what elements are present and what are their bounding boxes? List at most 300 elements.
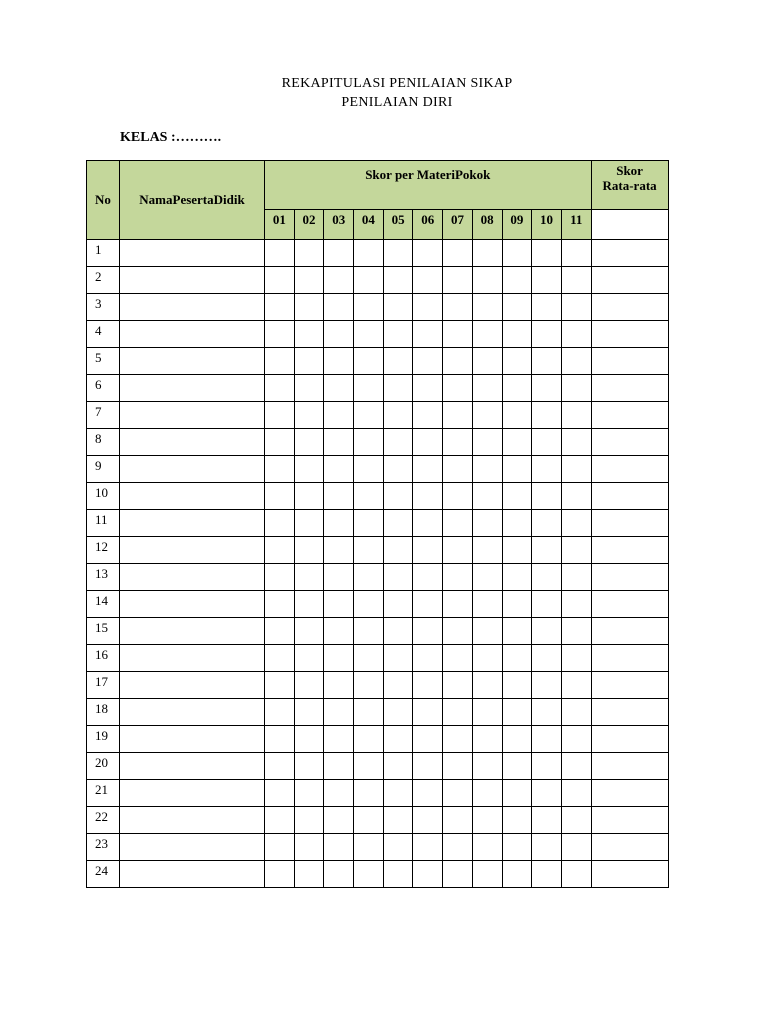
score-cell[interactable] [413, 780, 443, 807]
score-cell[interactable] [532, 402, 562, 429]
score-cell[interactable] [413, 402, 443, 429]
score-cell[interactable] [324, 861, 354, 888]
score-cell[interactable] [561, 780, 591, 807]
average-score-cell[interactable] [591, 645, 668, 672]
student-name-cell[interactable] [120, 672, 265, 699]
average-score-cell[interactable] [591, 618, 668, 645]
score-cell[interactable] [413, 834, 443, 861]
score-cell[interactable] [413, 861, 443, 888]
student-name-cell[interactable] [120, 402, 265, 429]
score-cell[interactable] [561, 834, 591, 861]
student-name-cell[interactable] [120, 780, 265, 807]
score-cell[interactable] [413, 726, 443, 753]
student-name-cell[interactable] [120, 699, 265, 726]
score-cell[interactable] [324, 699, 354, 726]
average-score-cell[interactable] [591, 294, 668, 321]
score-cell[interactable] [532, 294, 562, 321]
score-cell[interactable] [294, 240, 324, 267]
score-cell[interactable] [324, 294, 354, 321]
average-score-cell[interactable] [591, 726, 668, 753]
score-cell[interactable] [502, 726, 532, 753]
student-name-cell[interactable] [120, 726, 265, 753]
score-cell[interactable] [294, 321, 324, 348]
score-cell[interactable] [443, 456, 473, 483]
score-cell[interactable] [383, 726, 413, 753]
score-cell[interactable] [354, 591, 384, 618]
score-cell[interactable] [561, 726, 591, 753]
score-cell[interactable] [502, 267, 532, 294]
score-cell[interactable] [443, 699, 473, 726]
score-cell[interactable] [413, 375, 443, 402]
score-cell[interactable] [532, 429, 562, 456]
score-cell[interactable] [383, 402, 413, 429]
score-cell[interactable] [265, 672, 295, 699]
score-cell[interactable] [443, 510, 473, 537]
score-cell[interactable] [354, 780, 384, 807]
score-cell[interactable] [354, 861, 384, 888]
score-cell[interactable] [383, 267, 413, 294]
score-cell[interactable] [413, 591, 443, 618]
score-cell[interactable] [324, 564, 354, 591]
score-cell[interactable] [443, 240, 473, 267]
score-cell[interactable] [294, 402, 324, 429]
score-cell[interactable] [324, 348, 354, 375]
score-cell[interactable] [443, 267, 473, 294]
score-cell[interactable] [532, 375, 562, 402]
score-cell[interactable] [472, 429, 502, 456]
average-score-cell[interactable] [591, 321, 668, 348]
score-cell[interactable] [354, 564, 384, 591]
score-cell[interactable] [561, 402, 591, 429]
score-cell[interactable] [265, 456, 295, 483]
score-cell[interactable] [324, 591, 354, 618]
score-cell[interactable] [561, 429, 591, 456]
score-cell[interactable] [532, 267, 562, 294]
score-cell[interactable] [383, 483, 413, 510]
score-cell[interactable] [413, 294, 443, 321]
score-cell[interactable] [383, 807, 413, 834]
score-cell[interactable] [324, 834, 354, 861]
score-cell[interactable] [354, 510, 384, 537]
score-cell[interactable] [413, 699, 443, 726]
score-cell[interactable] [502, 537, 532, 564]
score-cell[interactable] [502, 348, 532, 375]
score-cell[interactable] [502, 240, 532, 267]
score-cell[interactable] [354, 537, 384, 564]
score-cell[interactable] [294, 618, 324, 645]
average-score-cell[interactable] [591, 699, 668, 726]
score-cell[interactable] [413, 645, 443, 672]
score-cell[interactable] [502, 645, 532, 672]
average-score-cell[interactable] [591, 402, 668, 429]
score-cell[interactable] [265, 861, 295, 888]
score-cell[interactable] [354, 753, 384, 780]
score-cell[interactable] [383, 456, 413, 483]
score-cell[interactable] [354, 726, 384, 753]
score-cell[interactable] [413, 618, 443, 645]
score-cell[interactable] [502, 510, 532, 537]
score-cell[interactable] [383, 645, 413, 672]
score-cell[interactable] [265, 483, 295, 510]
score-cell[interactable] [294, 861, 324, 888]
score-cell[interactable] [354, 402, 384, 429]
score-cell[interactable] [294, 645, 324, 672]
average-score-cell[interactable] [591, 348, 668, 375]
score-cell[interactable] [561, 348, 591, 375]
score-cell[interactable] [443, 753, 473, 780]
score-cell[interactable] [413, 483, 443, 510]
score-cell[interactable] [265, 834, 295, 861]
score-cell[interactable] [532, 861, 562, 888]
score-cell[interactable] [443, 294, 473, 321]
score-cell[interactable] [294, 348, 324, 375]
score-cell[interactable] [532, 483, 562, 510]
score-cell[interactable] [502, 672, 532, 699]
average-score-cell[interactable] [591, 861, 668, 888]
score-cell[interactable] [354, 456, 384, 483]
score-cell[interactable] [265, 537, 295, 564]
score-cell[interactable] [324, 780, 354, 807]
score-cell[interactable] [472, 807, 502, 834]
score-cell[interactable] [413, 348, 443, 375]
score-cell[interactable] [502, 321, 532, 348]
score-cell[interactable] [265, 267, 295, 294]
score-cell[interactable] [413, 564, 443, 591]
score-cell[interactable] [443, 672, 473, 699]
score-cell[interactable] [265, 510, 295, 537]
score-cell[interactable] [443, 645, 473, 672]
score-cell[interactable] [532, 753, 562, 780]
score-cell[interactable] [354, 267, 384, 294]
student-name-cell[interactable] [120, 483, 265, 510]
score-cell[interactable] [502, 375, 532, 402]
score-cell[interactable] [502, 429, 532, 456]
score-cell[interactable] [265, 294, 295, 321]
score-cell[interactable] [294, 510, 324, 537]
score-cell[interactable] [324, 753, 354, 780]
score-cell[interactable] [443, 780, 473, 807]
score-cell[interactable] [532, 564, 562, 591]
student-name-cell[interactable] [120, 510, 265, 537]
score-cell[interactable] [561, 645, 591, 672]
score-cell[interactable] [383, 672, 413, 699]
score-cell[interactable] [443, 834, 473, 861]
score-cell[interactable] [294, 456, 324, 483]
score-cell[interactable] [472, 348, 502, 375]
score-cell[interactable] [354, 240, 384, 267]
score-cell[interactable] [294, 537, 324, 564]
score-cell[interactable] [413, 807, 443, 834]
score-cell[interactable] [443, 861, 473, 888]
score-cell[interactable] [472, 402, 502, 429]
score-cell[interactable] [324, 726, 354, 753]
score-cell[interactable] [265, 321, 295, 348]
score-cell[interactable] [561, 483, 591, 510]
student-name-cell[interactable] [120, 348, 265, 375]
score-cell[interactable] [294, 483, 324, 510]
score-cell[interactable] [354, 618, 384, 645]
score-cell[interactable] [413, 537, 443, 564]
student-name-cell[interactable] [120, 861, 265, 888]
score-cell[interactable] [294, 429, 324, 456]
score-cell[interactable] [472, 564, 502, 591]
score-cell[interactable] [443, 591, 473, 618]
score-cell[interactable] [443, 429, 473, 456]
average-score-cell[interactable] [591, 834, 668, 861]
score-cell[interactable] [532, 240, 562, 267]
score-cell[interactable] [472, 240, 502, 267]
score-cell[interactable] [294, 267, 324, 294]
average-score-cell[interactable] [591, 240, 668, 267]
score-cell[interactable] [502, 591, 532, 618]
average-score-cell[interactable] [591, 807, 668, 834]
score-cell[interactable] [561, 699, 591, 726]
score-cell[interactable] [502, 780, 532, 807]
score-cell[interactable] [354, 429, 384, 456]
score-cell[interactable] [324, 618, 354, 645]
score-cell[interactable] [383, 618, 413, 645]
average-score-cell[interactable] [591, 564, 668, 591]
score-cell[interactable] [324, 375, 354, 402]
score-cell[interactable] [502, 294, 532, 321]
score-cell[interactable] [561, 267, 591, 294]
score-cell[interactable] [561, 510, 591, 537]
score-cell[interactable] [383, 294, 413, 321]
score-cell[interactable] [561, 375, 591, 402]
score-cell[interactable] [532, 807, 562, 834]
score-cell[interactable] [443, 321, 473, 348]
student-name-cell[interactable] [120, 375, 265, 402]
score-cell[interactable] [472, 834, 502, 861]
score-cell[interactable] [413, 510, 443, 537]
score-cell[interactable] [472, 591, 502, 618]
score-cell[interactable] [472, 321, 502, 348]
score-cell[interactable] [383, 564, 413, 591]
score-cell[interactable] [383, 753, 413, 780]
score-cell[interactable] [294, 753, 324, 780]
student-name-cell[interactable] [120, 753, 265, 780]
score-cell[interactable] [472, 645, 502, 672]
score-cell[interactable] [265, 645, 295, 672]
score-cell[interactable] [532, 726, 562, 753]
score-cell[interactable] [443, 726, 473, 753]
average-score-cell[interactable] [591, 429, 668, 456]
score-cell[interactable] [561, 321, 591, 348]
score-cell[interactable] [324, 240, 354, 267]
score-cell[interactable] [324, 456, 354, 483]
score-cell[interactable] [383, 348, 413, 375]
score-cell[interactable] [561, 861, 591, 888]
score-cell[interactable] [472, 861, 502, 888]
score-cell[interactable] [383, 375, 413, 402]
score-cell[interactable] [354, 348, 384, 375]
score-cell[interactable] [532, 699, 562, 726]
score-cell[interactable] [502, 834, 532, 861]
score-cell[interactable] [265, 375, 295, 402]
score-cell[interactable] [472, 699, 502, 726]
score-cell[interactable] [324, 537, 354, 564]
score-cell[interactable] [265, 618, 295, 645]
student-name-cell[interactable] [120, 429, 265, 456]
average-score-cell[interactable] [591, 483, 668, 510]
score-cell[interactable] [443, 537, 473, 564]
score-cell[interactable] [532, 510, 562, 537]
score-cell[interactable] [265, 726, 295, 753]
score-cell[interactable] [443, 807, 473, 834]
score-cell[interactable] [265, 780, 295, 807]
score-cell[interactable] [413, 240, 443, 267]
score-cell[interactable] [354, 645, 384, 672]
score-cell[interactable] [413, 267, 443, 294]
student-name-cell[interactable] [120, 456, 265, 483]
score-cell[interactable] [354, 375, 384, 402]
score-cell[interactable] [265, 753, 295, 780]
average-score-cell[interactable] [591, 267, 668, 294]
score-cell[interactable] [265, 240, 295, 267]
score-cell[interactable] [561, 672, 591, 699]
score-cell[interactable] [294, 591, 324, 618]
score-cell[interactable] [443, 483, 473, 510]
score-cell[interactable] [413, 321, 443, 348]
score-cell[interactable] [502, 402, 532, 429]
score-cell[interactable] [532, 834, 562, 861]
score-cell[interactable] [324, 429, 354, 456]
score-cell[interactable] [502, 699, 532, 726]
score-cell[interactable] [472, 483, 502, 510]
score-cell[interactable] [472, 726, 502, 753]
score-cell[interactable] [324, 483, 354, 510]
score-cell[interactable] [532, 321, 562, 348]
score-cell[interactable] [265, 699, 295, 726]
score-cell[interactable] [502, 483, 532, 510]
average-score-cell[interactable] [591, 537, 668, 564]
score-cell[interactable] [354, 807, 384, 834]
score-cell[interactable] [294, 672, 324, 699]
score-cell[interactable] [383, 240, 413, 267]
score-cell[interactable] [413, 672, 443, 699]
score-cell[interactable] [324, 510, 354, 537]
student-name-cell[interactable] [120, 321, 265, 348]
score-cell[interactable] [502, 564, 532, 591]
score-cell[interactable] [472, 753, 502, 780]
score-cell[interactable] [294, 834, 324, 861]
score-cell[interactable] [561, 456, 591, 483]
score-cell[interactable] [472, 294, 502, 321]
score-cell[interactable] [532, 591, 562, 618]
score-cell[interactable] [383, 429, 413, 456]
average-score-cell[interactable] [591, 780, 668, 807]
score-cell[interactable] [532, 348, 562, 375]
score-cell[interactable] [383, 834, 413, 861]
score-cell[interactable] [354, 699, 384, 726]
score-cell[interactable] [324, 807, 354, 834]
score-cell[interactable] [502, 456, 532, 483]
score-cell[interactable] [354, 321, 384, 348]
score-cell[interactable] [472, 375, 502, 402]
student-name-cell[interactable] [120, 537, 265, 564]
score-cell[interactable] [383, 510, 413, 537]
score-cell[interactable] [265, 564, 295, 591]
score-cell[interactable] [324, 672, 354, 699]
student-name-cell[interactable] [120, 618, 265, 645]
score-cell[interactable] [383, 861, 413, 888]
average-score-cell[interactable] [591, 753, 668, 780]
score-cell[interactable] [443, 375, 473, 402]
average-score-cell[interactable] [591, 591, 668, 618]
score-cell[interactable] [354, 483, 384, 510]
score-cell[interactable] [502, 807, 532, 834]
score-cell[interactable] [502, 753, 532, 780]
average-score-cell[interactable] [591, 456, 668, 483]
score-cell[interactable] [265, 807, 295, 834]
average-score-cell[interactable] [591, 672, 668, 699]
score-cell[interactable] [413, 753, 443, 780]
score-cell[interactable] [532, 618, 562, 645]
score-cell[interactable] [383, 591, 413, 618]
score-cell[interactable] [324, 321, 354, 348]
score-cell[interactable] [294, 564, 324, 591]
score-cell[interactable] [354, 834, 384, 861]
score-cell[interactable] [561, 537, 591, 564]
score-cell[interactable] [561, 294, 591, 321]
score-cell[interactable] [532, 537, 562, 564]
score-cell[interactable] [472, 672, 502, 699]
student-name-cell[interactable] [120, 240, 265, 267]
score-cell[interactable] [472, 456, 502, 483]
score-cell[interactable] [294, 294, 324, 321]
score-cell[interactable] [265, 402, 295, 429]
score-cell[interactable] [443, 348, 473, 375]
student-name-cell[interactable] [120, 294, 265, 321]
score-cell[interactable] [561, 753, 591, 780]
score-cell[interactable] [532, 645, 562, 672]
score-cell[interactable] [383, 537, 413, 564]
score-cell[interactable] [532, 672, 562, 699]
score-cell[interactable] [383, 321, 413, 348]
score-cell[interactable] [324, 267, 354, 294]
score-cell[interactable] [354, 294, 384, 321]
average-score-cell[interactable] [591, 510, 668, 537]
score-cell[interactable] [443, 564, 473, 591]
student-name-cell[interactable] [120, 645, 265, 672]
score-cell[interactable] [561, 591, 591, 618]
score-cell[interactable] [472, 510, 502, 537]
score-cell[interactable] [472, 618, 502, 645]
student-name-cell[interactable] [120, 591, 265, 618]
score-cell[interactable] [502, 861, 532, 888]
score-cell[interactable] [443, 402, 473, 429]
score-cell[interactable] [561, 240, 591, 267]
score-cell[interactable] [294, 807, 324, 834]
score-cell[interactable] [383, 699, 413, 726]
score-cell[interactable] [265, 591, 295, 618]
score-cell[interactable] [561, 564, 591, 591]
score-cell[interactable] [324, 645, 354, 672]
score-cell[interactable] [413, 429, 443, 456]
score-cell[interactable] [413, 456, 443, 483]
score-cell[interactable] [265, 348, 295, 375]
score-cell[interactable] [561, 807, 591, 834]
average-score-cell[interactable] [591, 375, 668, 402]
score-cell[interactable] [294, 780, 324, 807]
score-cell[interactable] [265, 429, 295, 456]
score-cell[interactable] [502, 618, 532, 645]
score-cell[interactable] [472, 780, 502, 807]
score-cell[interactable] [561, 618, 591, 645]
score-cell[interactable] [472, 267, 502, 294]
score-cell[interactable] [472, 537, 502, 564]
score-cell[interactable] [294, 375, 324, 402]
